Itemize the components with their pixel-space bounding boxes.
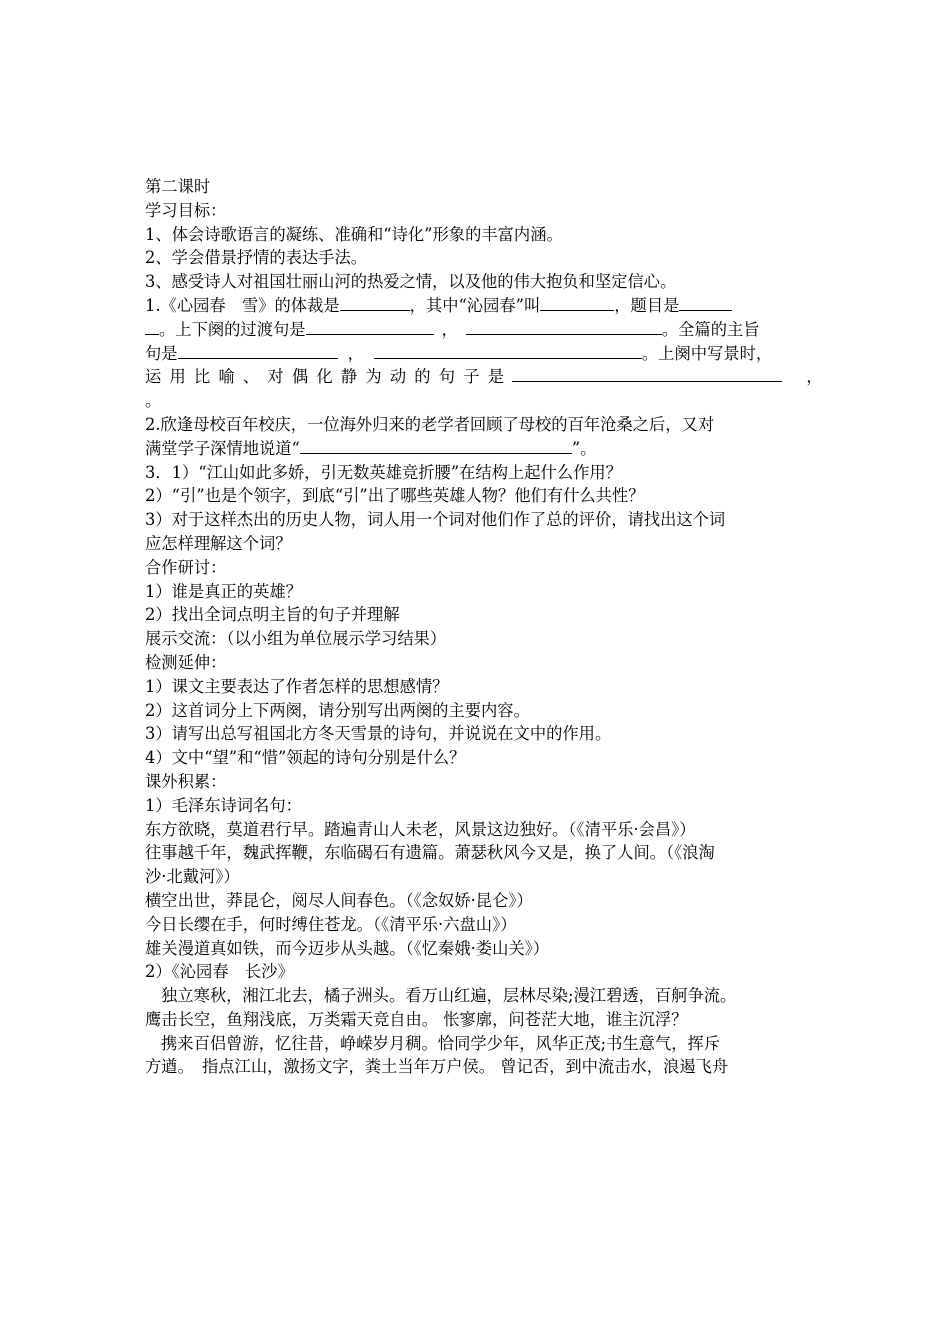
extension-item: 4）文中“望”和“惜”领起的诗句分别是什么？ — [145, 748, 466, 768]
lesson-document — [145, 175, 823, 1079]
quote-line: 东方欲晓，莫道君行早。踏遍青山人未老，风景这边独好。（《清平乐·会昌》） — [145, 819, 696, 839]
objective-item: 2、学会借景抒情的表达手法。 — [145, 248, 368, 268]
answer-blank[interactable] — [374, 343, 642, 359]
quote-line: 往事越千年，魏武挥鞭，东临碣石有遗篇。萧瑟秋风今又是，换了人间。（《浪淘 — [145, 843, 715, 863]
q3-item: 应怎样理解这个词？ — [145, 533, 292, 553]
cooperation-heading: 合作研讨： — [145, 557, 227, 577]
q3-item: 3．1）“江山如此多娇，引无数英雄竞折腰”在结构上起什么作用？ — [145, 462, 622, 482]
extension-item: 3）请写出总写祖国北方冬天雪景的诗句，并说说在文中的作用。 — [145, 724, 612, 744]
objective-item: 3、感受诗人对祖国壮丽山河的热爱之情，以及他的伟大抱负和坚定信心。 — [145, 272, 677, 292]
answer-blank[interactable] — [679, 295, 732, 311]
objectives-heading: 学习目标： — [145, 200, 227, 220]
q1-line-3: 句是 ， 。上阕中写景时， — [145, 343, 773, 363]
q3-item: 2）“引”也是个领字，到底“引”出了哪些英雄人物？他们有什么共性？ — [145, 486, 645, 506]
accumulation-sub-2: 2）《沁园春 长沙》 — [145, 962, 294, 982]
extension-heading: 检测延伸： — [145, 652, 227, 672]
extension-item: 2）这首词分上下两阕，请分别写出两阕的主要内容。 — [145, 700, 530, 720]
quote-line: 沙·北戴河》） — [145, 867, 240, 887]
display-heading: 展示交流：（以小组为单位展示学习结果） — [145, 629, 447, 649]
poem-line: 携来百侣曾游，忆往昔，峥嵘岁月稠。恰同学少年，风华正茂;书生意气，挥斥 — [161, 1033, 721, 1053]
q3-item: 3）对于这样杰出的历史人物，词人用一个词对他们作了总的评价，请找出这个词 — [145, 510, 726, 530]
answer-blank[interactable] — [306, 319, 434, 335]
answer-blank[interactable] — [178, 343, 338, 359]
lesson-title: 第二课时 — [145, 177, 211, 196]
answer-blank[interactable] — [466, 319, 662, 335]
answer-blank[interactable] — [340, 295, 410, 311]
q1-line-4: 运用比喻、对偶化静为动的句子是 ， — [145, 367, 823, 387]
accumulation-heading: 课外积累： — [145, 771, 227, 791]
poem-line: 方遒。 指点江山，激扬文字，粪土当年万户侯。 曾记否，到中流击水，浪遏飞舟 — [145, 1057, 729, 1077]
answer-blank[interactable] — [145, 319, 159, 335]
accumulation-sub-1: 1）毛泽东诗词名句： — [145, 795, 302, 815]
cooperation-item: 1）谁是真正的英雄？ — [145, 581, 302, 601]
answer-blank[interactable] — [300, 438, 572, 454]
answer-blank[interactable] — [540, 295, 614, 311]
objective-item: 1、体会诗歌语言的凝练、准确和“诗化”形象的丰富内涵。 — [145, 224, 563, 244]
poem-line: 鹰击长空，鱼翔浅底，万类霜天竞自由。 怅寥廓，问苍茫大地，谁主沉浮？ — [145, 1009, 688, 1029]
extension-item: 1）课文主要表达了作者怎样的思想感情？ — [145, 676, 449, 696]
q1-line-2: 。上下阕的过渡句是 ， 。全篇的主旨 — [145, 318, 810, 342]
q1-line-5: 。 — [145, 391, 162, 411]
q2-line-1: 2.欣逢母校百年校庆，一位海外归来的老学者回顾了母校的百年沧桑之后，又对 — [145, 414, 715, 434]
poem-line: 独立寒秋，湘江北去，橘子洲头。看万山红遍，层林尽染;漫江碧透，百舸争流。 — [161, 986, 737, 1006]
answer-blank[interactable] — [512, 366, 782, 382]
quote-line: 横空出世，莽昆仑，阅尽人间春色。（《念奴娇·昆仑》） — [145, 890, 533, 910]
cooperation-item: 2）找出全词点明主旨的句子并理解 — [145, 605, 400, 625]
q1-line-1: 1.《心园春 雪》的体裁是 ，其中“沁园春”叫 ，题目是 — [145, 294, 810, 318]
q2-line-2: 满堂学子深情地说道“ ”。 — [145, 438, 597, 458]
quote-line: 雄关漫道真如铁，而今迈步从头越。（《忆秦娥·娄山关》） — [145, 938, 550, 958]
quote-line: 今日长缨在手，何时缚住苍龙。（《清平乐·六盘山》） — [145, 914, 517, 934]
